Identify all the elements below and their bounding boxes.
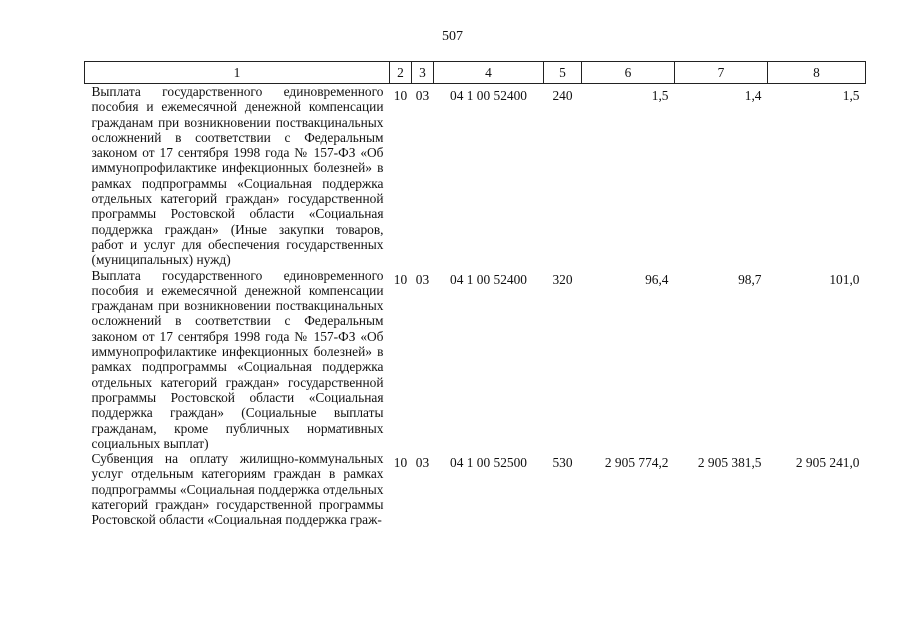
header-col-8: 8 bbox=[768, 62, 866, 84]
header-col-3: 3 bbox=[412, 62, 434, 84]
header-row bbox=[85, 62, 866, 84]
header-col-2: 2 bbox=[390, 62, 412, 84]
row-section: 10 bbox=[393, 271, 408, 287]
row-description: Субвенция на оплату жилищно-коммунальных услуг отдельным категориям граждан в рамках подпрограммы «Социальная поддержка отдельных категорий граждан» государственной программы Ростовской области «Социальная поддержка граж- bbox=[91, 451, 384, 528]
table-header bbox=[85, 62, 866, 84]
table-row bbox=[85, 268, 866, 452]
row-expense-type: 240 bbox=[552, 88, 573, 103]
budget-table bbox=[84, 61, 866, 528]
row-amount-col8: 2 905 241,0 bbox=[795, 455, 860, 471]
row-target-code: 04 1 00 52500 bbox=[450, 455, 527, 471]
row-expense-type: 530 bbox=[552, 455, 573, 471]
row-expense-type: 320 bbox=[552, 271, 573, 287]
row-target-code: 04 1 00 52400 bbox=[450, 271, 527, 287]
header-col-7: 7 bbox=[675, 62, 768, 84]
row-section: 10 bbox=[393, 455, 408, 471]
row-description: Выплата государственного единовременного пособия и ежемесячной денежной компенсации гражданам при возникновении поствакцинальных осложнений в соответствии с Федеральным законом от 17 сентября 1998 года № 157-ФЗ «Об иммунопрофилактике инфекционных болезней» в рамках подпрограммы «Социальная поддержка отдельных категорий граждан» государственной программы Ростовской области «Социальная поддержка граждан» (Социальные выплаты гражданам, кроме публичных нормативных социальных выплат) bbox=[91, 267, 384, 451]
header-col-4: 4 bbox=[434, 62, 544, 84]
row-amount-col7: 2 905 381,5 bbox=[697, 455, 762, 471]
row-subsection: 03 bbox=[415, 455, 430, 471]
table-body bbox=[85, 84, 866, 528]
table-row bbox=[85, 451, 866, 527]
row-section: 10 bbox=[393, 88, 408, 103]
row-description: Выплата государственного единовременного пособия и ежемесячной денежной компенсации гражданам при возникновении поствакцинальных осложнений в соответствии с Федеральным законом от 17 сентября 1998 года № 157-ФЗ «Об иммунопрофилактике инфекционных болезней» в рамках подпрограммы «Социальная поддержка отдельных категорий граждан» государственной программы Ростовской области «Социальная поддержка граждан» (Иные закупки товаров, работ и услуг для обеспечения государственных (муниципальных) нужд) bbox=[91, 84, 384, 268]
row-subsection: 03 bbox=[415, 88, 430, 103]
row-amount-col8: 101,0 bbox=[829, 271, 860, 287]
header-col-6: 6 bbox=[582, 62, 675, 84]
header-col-1: 1 bbox=[85, 62, 390, 84]
page-number: 507 bbox=[442, 29, 463, 44]
row-amount-col6: 1,5 bbox=[651, 88, 669, 103]
row-amount-col6: 2 905 774,2 bbox=[604, 455, 669, 471]
row-target-code: 04 1 00 52400 bbox=[450, 88, 527, 103]
row-amount-col7: 98,7 bbox=[738, 271, 762, 287]
table-row bbox=[85, 84, 866, 268]
row-amount-col6: 96,4 bbox=[645, 271, 669, 287]
row-subsection: 03 bbox=[415, 271, 430, 287]
header-col-5: 5 bbox=[544, 62, 582, 84]
row-amount-col7: 1,4 bbox=[744, 88, 762, 103]
row-amount-col8: 1,5 bbox=[842, 88, 860, 103]
